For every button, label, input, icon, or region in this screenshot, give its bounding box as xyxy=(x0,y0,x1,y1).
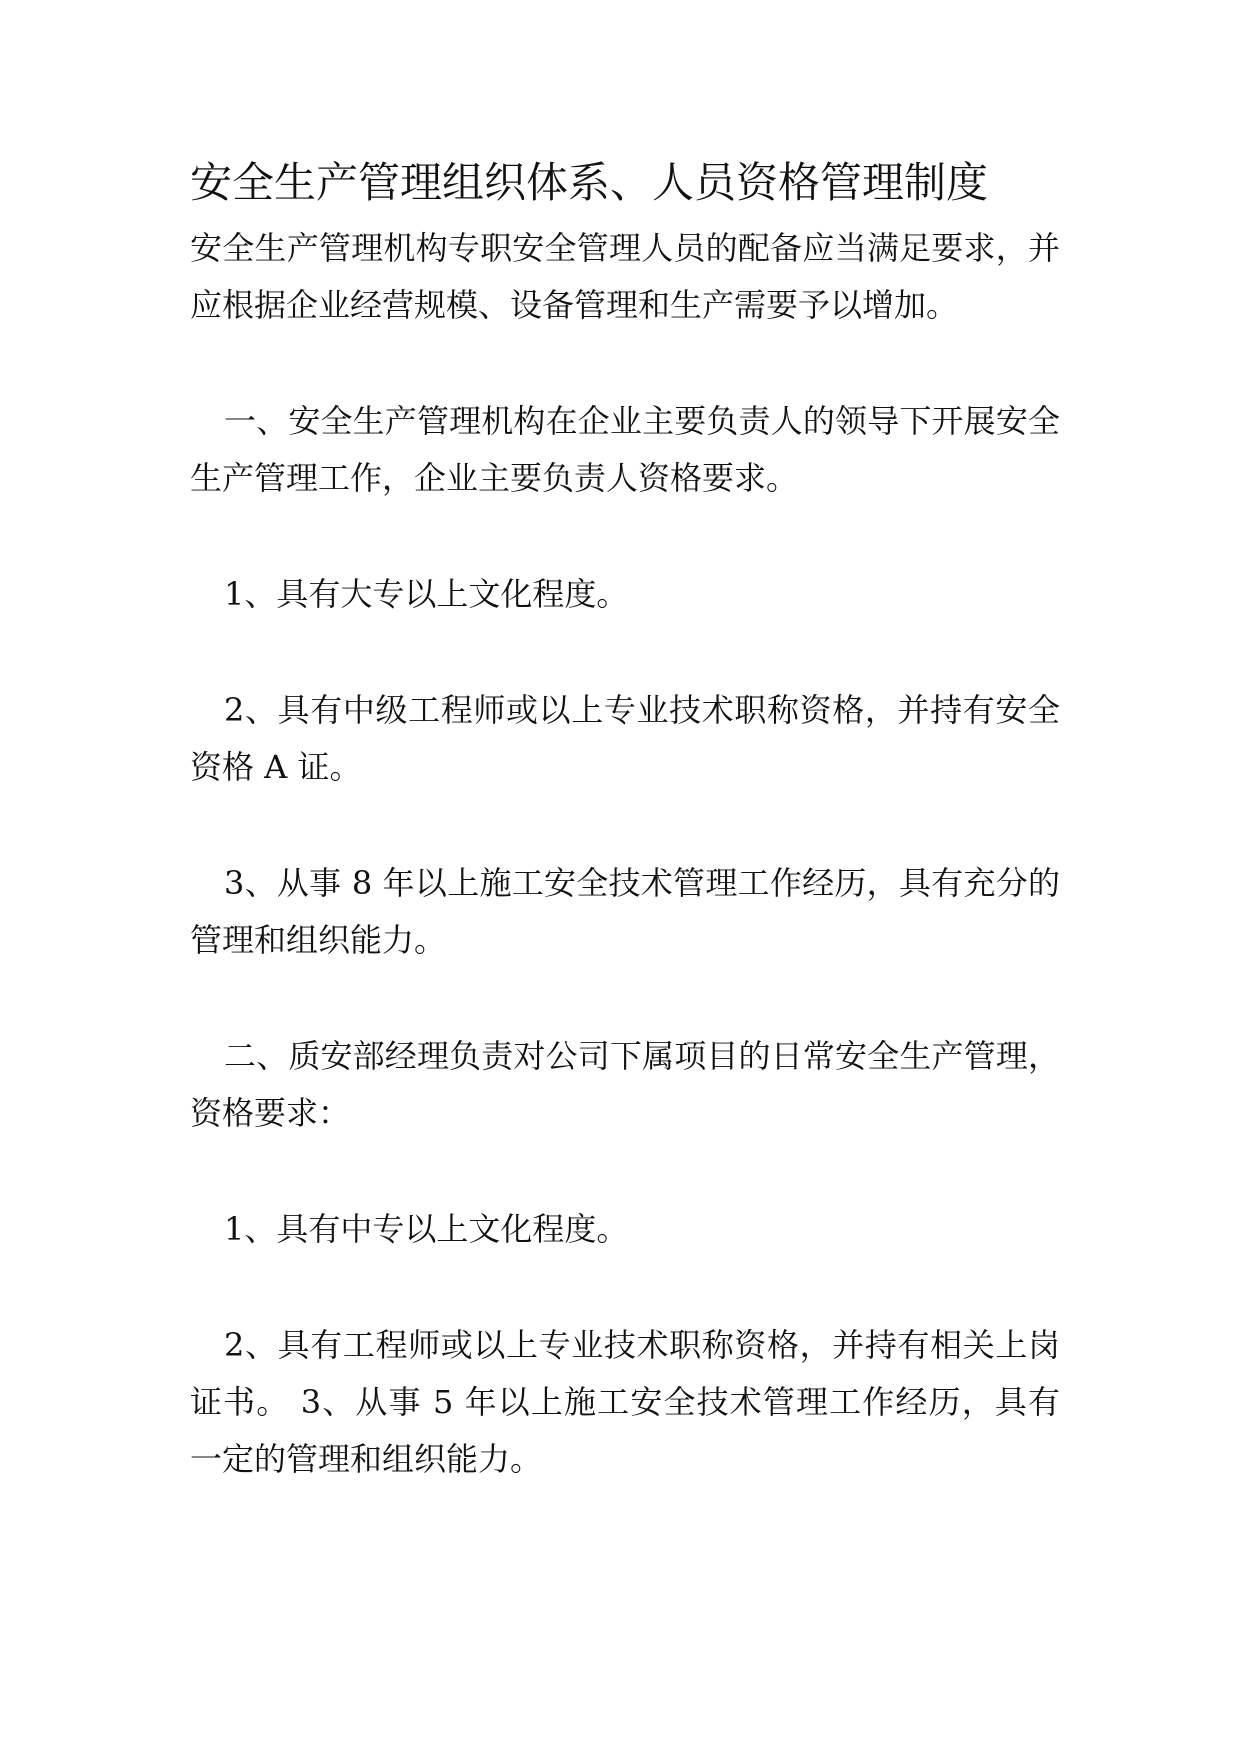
document-title: 安全生产管理组织体系、人员资格管理制度 xyxy=(190,158,989,207)
section-2-item-1: 1、具有中专以上文化程度。 xyxy=(224,1210,629,1248)
section-1-heading: 一、安全生产管理机构在企业主要负责人的领导下开展安全生产管理工作，企业主要负责人资格要求。 xyxy=(190,402,1060,497)
section-2-item-2: 2、具有工程师或以上专业技术职称资格，并持有相关上岗证书。 3、从事 5 年以上施工安全技术管理工作经历，具有一定的管理和组织能力。 xyxy=(190,1326,1060,1478)
document-body xyxy=(190,152,1060,1488)
section-1-item-2: 2、具有中级工程师或以上专业技术职称资格，并持有安全资格 A 证。 xyxy=(190,691,1060,786)
intro-paragraph: 安全生产管理机构专职安全管理人员的配备应当满足要求，并应根据企业经营规模、设备管理和生产需要予以增加。 xyxy=(190,229,1060,324)
section-1-item-1: 1、具有大专以上文化程度。 xyxy=(224,575,629,613)
section-1-item-3: 3、从事 8 年以上施工安全技术管理工作经历，具有充分的管理和组织能力。 xyxy=(190,864,1060,959)
section-2-heading: 二、质安部经理负责对公司下属项目的日常安全生产管理，资格要求： xyxy=(190,1037,1060,1132)
